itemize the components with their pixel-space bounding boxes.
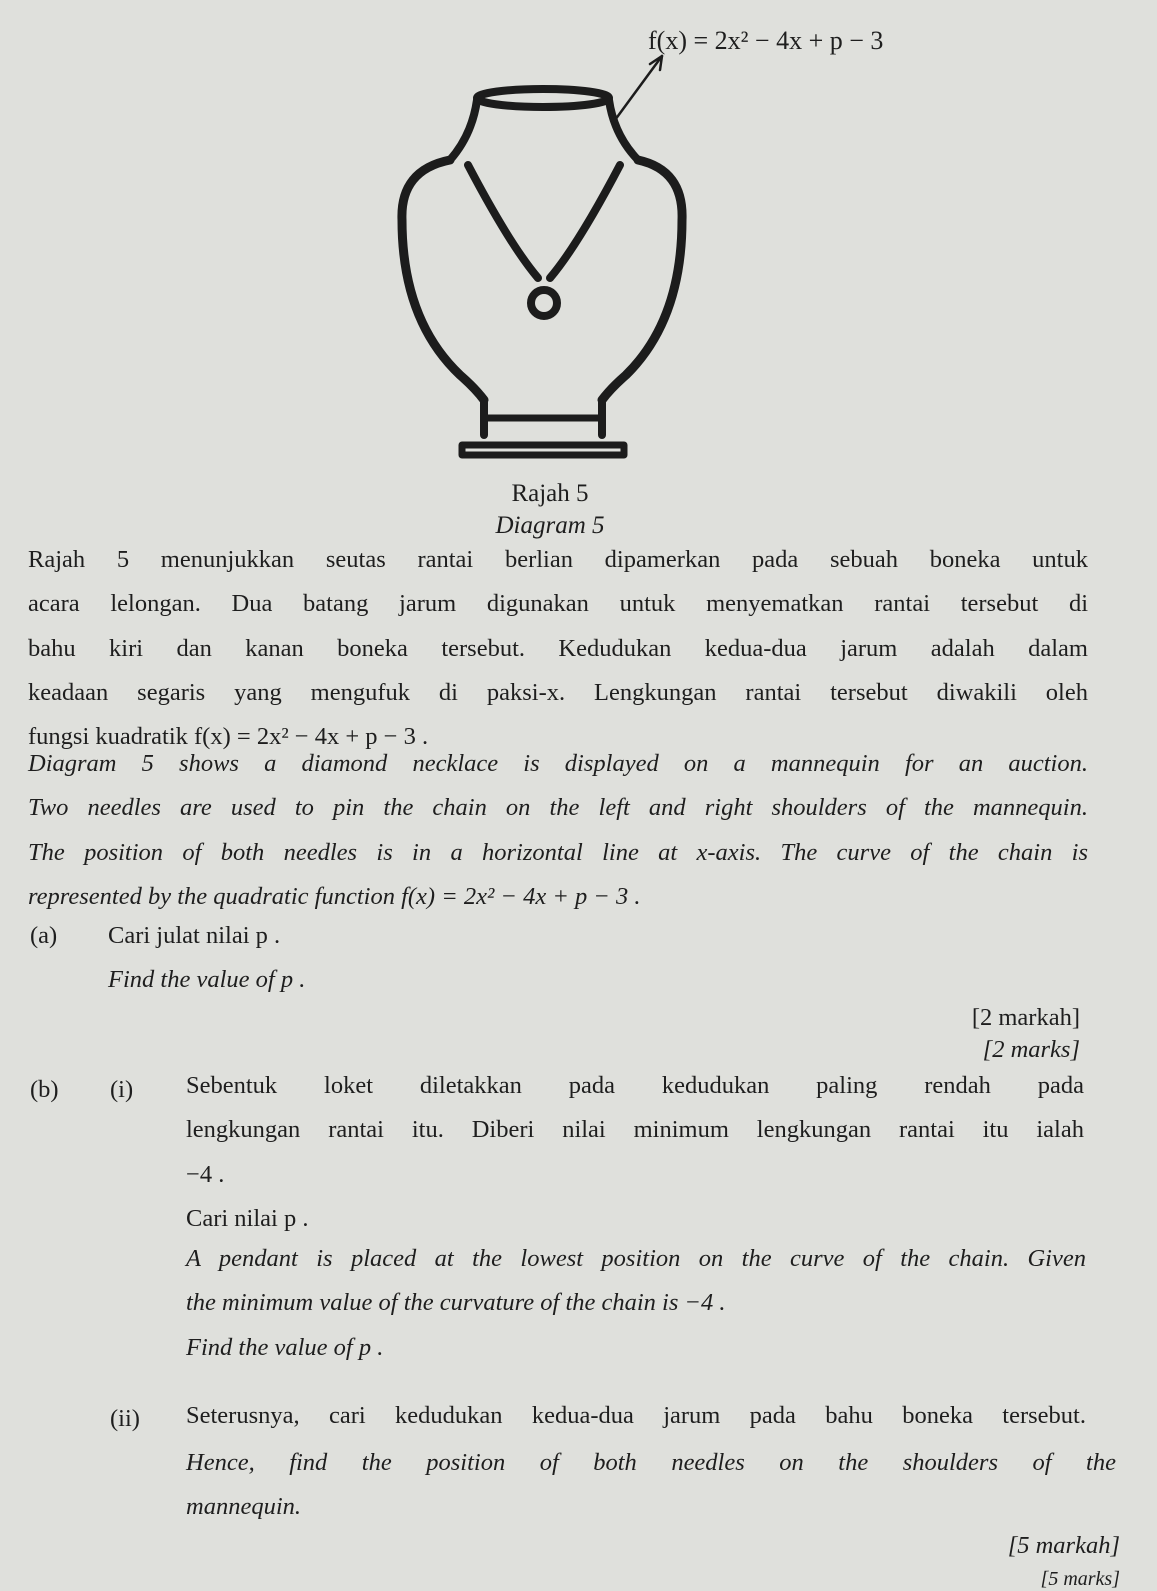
part-b-i-en-line: Find the value of p .: [186, 1333, 384, 1361]
intro-en-line: Diagram 5 shows a diamond necklace is displayed on a mannequin for an auction.: [28, 750, 1088, 777]
intro-en-line: The position of both needles is in a horizontal line at x-axis. The curve of the chain is: [28, 838, 1088, 866]
part-b-i-ms-line: Cari nilai p .: [186, 1204, 309, 1232]
part-b-i-ms-line: Sebentuk loket diletakkan pada kedudukan paling rendah pada: [186, 1072, 1084, 1099]
figure-function-label: f(x) = 2x² − 4x + p − 3: [648, 26, 884, 55]
part-b-ii-text-ms: [186, 1394, 1086, 1438]
part-a-label: (a): [30, 922, 58, 949]
part-b-i-en-line: A pendant is placed at the lowest position on the curve of the chain. Given: [186, 1245, 1086, 1272]
part-b-ii-en-line: mannequin.: [186, 1493, 301, 1521]
part-b-i-text-en: [186, 1237, 1086, 1370]
part-b-ii-text-en: [186, 1441, 1116, 1530]
part-b-label: (b): [30, 1076, 59, 1103]
intro-ms-line: bahu kiri dan kanan boneka tersebut. Kedudukan kedua-dua jarum adalah dalam: [28, 634, 1088, 662]
part-b-i-en-line: the minimum value of the curvature of the chain is −4 .: [186, 1289, 726, 1317]
part-b-marks-ms: [5 markah]: [1007, 1532, 1120, 1559]
part-b-ii-label: (ii): [110, 1405, 140, 1432]
intro-paragraph-en: [28, 742, 1088, 919]
part-a-text-en: Find the value of p .: [108, 966, 306, 993]
mannequin-necklace-illustration: [380, 20, 940, 490]
figure-caption-ms: Rajah 5: [511, 480, 589, 507]
intro-ms-line: acara lelongan. Dua batang jarum digunakan untuk menyematkan rantai tersebut di: [28, 590, 1088, 618]
figure-caption-en: Diagram 5: [495, 512, 605, 539]
part-b-i-ms-line: lengkungan rantai itu. Diberi nilai minimum lengkungan rantai itu ialah: [186, 1116, 1084, 1144]
part-b-i-label: (i): [110, 1076, 134, 1103]
intro-en-line: Two needles are used to pin the chain on the left and right shoulders of the mannequin.: [28, 794, 1088, 822]
intro-ms-line: Rajah 5 menunjukkan seutas rantai berlian dipamerkan pada sebuah boneka untuk: [28, 546, 1088, 573]
intro-en-line: represented by the quadratic function f(x) = 2x² − 4x + p − 3 .: [28, 882, 641, 910]
part-a-marks-ms: [2 markah]: [971, 1004, 1080, 1031]
part-a-text-ms: Cari julat nilai p .: [108, 922, 281, 949]
intro-paragraph-ms: [28, 538, 1088, 759]
part-a-marks-en: [2 marks]: [982, 1036, 1080, 1063]
intro-ms-line: fungsi kuadratik f(x) = 2x² − 4x + p − 3 .: [28, 723, 429, 751]
part-b-i-ms-line: −4 .: [186, 1160, 225, 1188]
part-b-marks-en: [5 marks]: [1040, 1568, 1120, 1590]
part-b-ii-ms-line: Seterusnya, cari kedudukan kedua-dua jarum pada bahu boneka tersebut.: [186, 1402, 1086, 1429]
part-b-ii-en-line: Hence, find the position of both needles on the shoulders of the: [186, 1449, 1116, 1476]
intro-ms-line: keadaan segaris yang mengufuk di paksi-x. Lengkungan rantai tersebut diwakili oleh: [28, 678, 1088, 706]
part-b-i-text-ms: [186, 1064, 1084, 1241]
mannequin-figure: [380, 20, 940, 490]
